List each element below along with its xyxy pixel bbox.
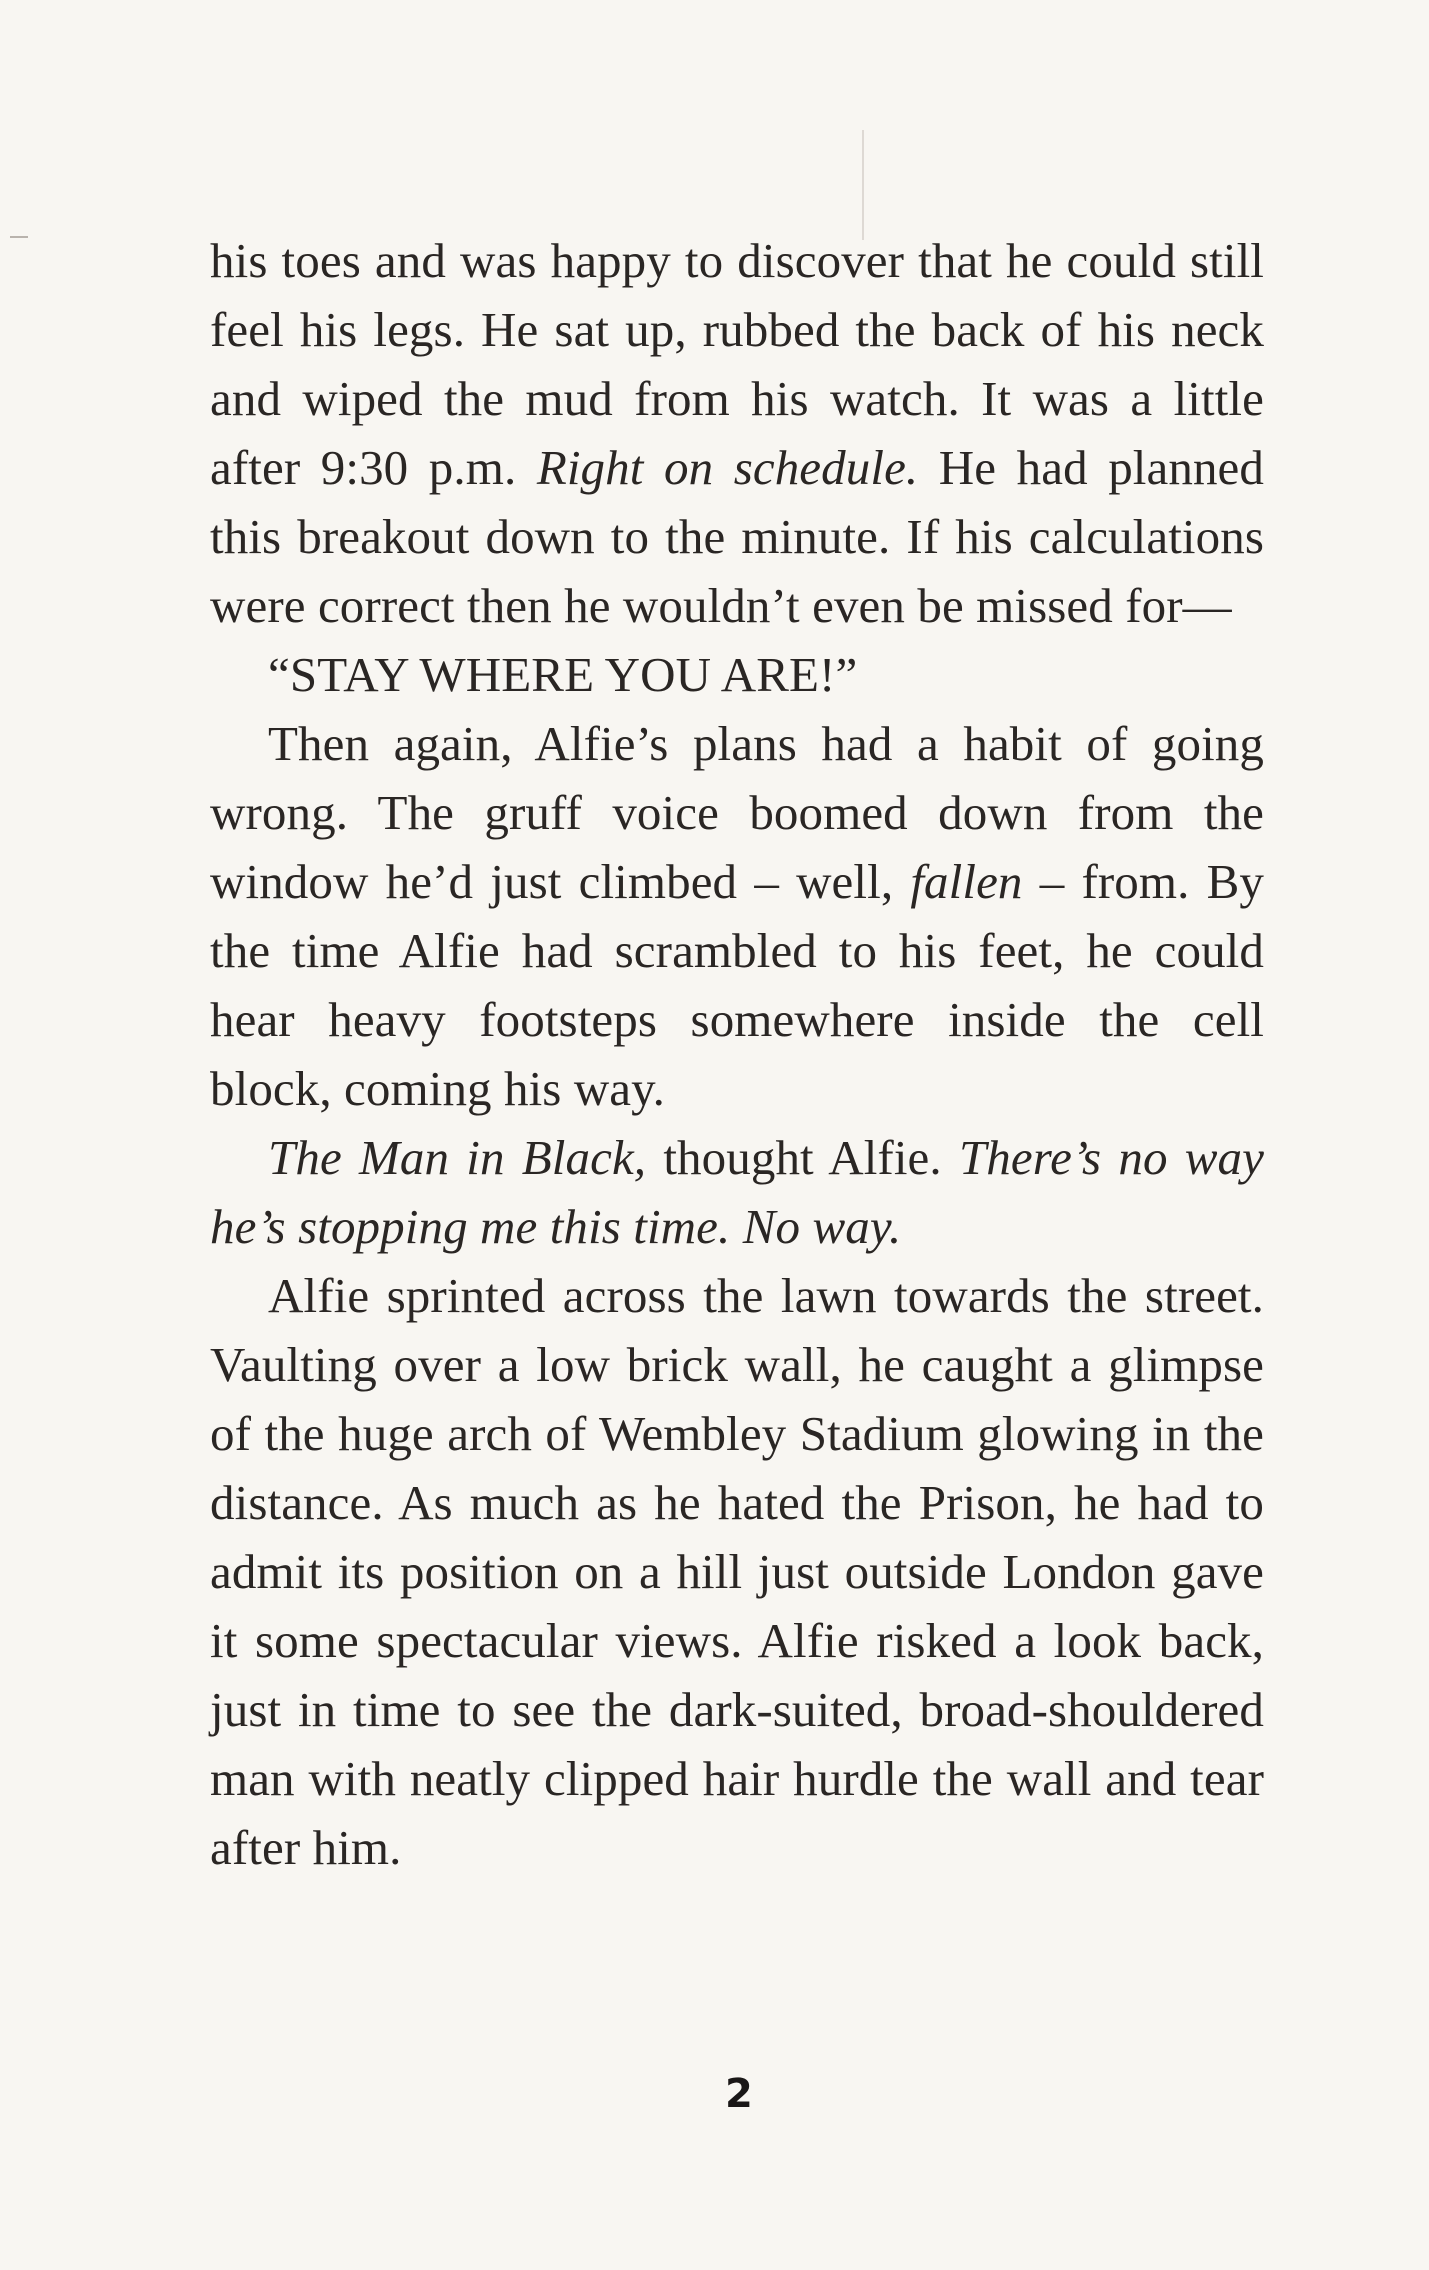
margin-mark bbox=[10, 236, 28, 238]
paragraph-4-italic-segment-3: There’s no way he’s stopping me this time. No way. bbox=[210, 1130, 1264, 1254]
paragraph-1-italic-segment: Right on schedule. bbox=[536, 440, 919, 495]
paragraph-4-italic-segment-1: The Man in Black, bbox=[268, 1130, 647, 1185]
paragraph-5 bbox=[210, 1261, 1264, 1882]
paragraph-3-segment-3: – from. By the time Alfie had scrambled to his feet, he could hear heavy footsteps somewhere inside the cell block, coming his way. bbox=[210, 854, 1264, 1116]
paragraph-1 bbox=[210, 226, 1264, 640]
paragraph-1-segment-3: He had planned this breakout down to the minute. If his calculations were correct then he wouldn’t even be missed for— bbox=[210, 440, 1265, 633]
bleed-through-line bbox=[862, 130, 864, 240]
paragraph-3-italic-segment: fallen bbox=[910, 854, 1023, 909]
body-text bbox=[210, 226, 1264, 1882]
paragraph-3-segment-1: Then again, Alfie’s plans had a habit of going wrong. The gruff voice boomed down from the window he’d just climbed – well, bbox=[210, 716, 1264, 909]
paragraph-2 bbox=[210, 640, 1264, 709]
paragraph-1-segment-1: his toes and was happy to discover that he could still feel his legs. He sat up, rubbed the back of his neck and wiped the mud from his watch. It was a little after 9:30 p.m. bbox=[210, 233, 1264, 495]
paragraph-3 bbox=[210, 709, 1264, 1123]
paragraph-4-segment-2: thought Alfie. bbox=[646, 1130, 959, 1185]
paragraph-5-segment-1: Alfie sprinted across the lawn towards the street. Vaulting over a low brick wall, he caught a glimpse of the huge arch of Wembley Stadium glowing in the distance. As much as he hated the Prison, he had to admit its position on a hill just outside London gave it some spectacular views. Alfie risked a look back, just in time to see the dark-suited, broad-shouldered man with neatly clipped hair hurdle the wall and tear after him. bbox=[210, 1268, 1264, 1875]
paragraph-4 bbox=[210, 1123, 1264, 1261]
paragraph-2-segment-1: “STAY WHERE YOU ARE!” bbox=[268, 647, 858, 702]
page-number: 2 bbox=[725, 2071, 753, 2117]
